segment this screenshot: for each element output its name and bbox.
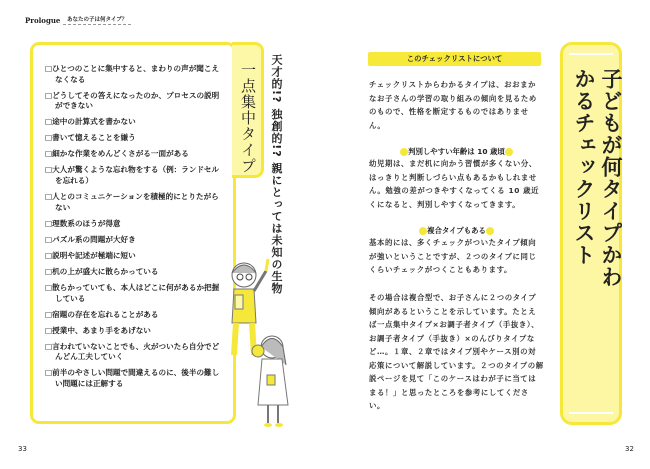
checklist-item: □細かな作業をめんどくさがる一面がある (45, 149, 189, 159)
page-number-left: 33 (18, 445, 27, 453)
about-heading: このチェックリストについて (368, 52, 541, 66)
checklist-item: □途中の計算式を書かない (45, 117, 136, 127)
checklist-item: □理数系のほうが得意 (45, 218, 121, 228)
checklist-item: □授業中、あまり手をあげない (45, 325, 151, 335)
girl-figure (252, 336, 288, 427)
checklist-item: □書いて憶えることを嫌う (45, 133, 136, 143)
checklist-item: □どうしてその答えになったのか、プロセスの説明ができない (45, 90, 220, 111)
checklist-item: □机の上が盛大に散らかっている (45, 266, 159, 276)
age-text: 幼児期は、まだ机に向かう習慣が多くない分、はっきりと判断しづらい点もあるかもしれません。勉強の差がつきやすくなってくる 10 歳近くになると、判別しやすくなってきます。 (369, 159, 540, 209)
running-subtitle: あなたの子は何タイプ？ (63, 15, 131, 25)
checklist (45, 64, 225, 395)
checklist-item: □宿題の存在を忘れることがある (45, 309, 159, 319)
mixed-text-1: 基本的には、多くチェックがついたタイプ傾向が強いということですが、２つのタイプに同じくらいチェックがつくこともあります。 (369, 238, 537, 274)
type-tagline: 天才的!? 独創的!? 親にとっては未知の生物 (270, 54, 283, 295)
mixed-heading: 複合タイプもある (369, 225, 544, 236)
page-number-right: 32 (625, 445, 634, 453)
checklist-item: □前半のやさしい問題で間違えるのに、後半の難しい問題には正解する (45, 368, 220, 388)
bullet-dot-icon (419, 227, 427, 235)
bullet-dot-icon (400, 148, 408, 156)
mixed-text-2: その場合は複合型で、お子さんに２つのタイプ傾向があるということを示しています。たとえば一点集中タイプ×お調子者タイプ（手抜き）、お調子者タイプ（手抜き）×のんびりタイプなど…。１章、２章ではタイプ別やケース別の対応策について解説しています。２つのタイプの解説ページを見て「このケースはわが子に当てはまる！」と思ったところを参考にしてください。 (369, 293, 544, 410)
section-label: Prologue (25, 16, 61, 25)
about-text: チェックリストからわかるタイプは、おおまかなお子さんの学習の取り組みの傾向を見るためのもので、性格を断定するものではありません。 (369, 80, 537, 130)
age-heading: 判別しやすい年齢は 10 歳頃 (369, 146, 544, 157)
bullet-dot-icon (486, 227, 494, 235)
bullet-dot-icon (505, 148, 513, 156)
checklist-item: □説明や記述が極端に短い (45, 250, 136, 260)
checklist-item: □言われていないことでも、火がついたら自分でどんどん工夫していく (45, 341, 220, 362)
checklist-item: □人とのコミュニケーションを積極的にとりたがらない (45, 192, 219, 212)
checklist-item: □パズル系の問題が大好き (45, 234, 136, 244)
page-title: 子どもが何タイプかわかるチェックリスト (572, 68, 623, 288)
checklist-item: □散らかっていても、本人はどこに何があるか把握している (45, 283, 220, 303)
children-illustration (222, 255, 297, 430)
checklist-item: □大人が驚くような忘れ物をする（例：ランドセルを忘れる） (45, 165, 220, 185)
type-tab-label: 一点集中タイプ (239, 62, 257, 174)
checklist-item: □ひとつのことに集中すると、まわりの声が聞こえなくなる (45, 64, 220, 84)
